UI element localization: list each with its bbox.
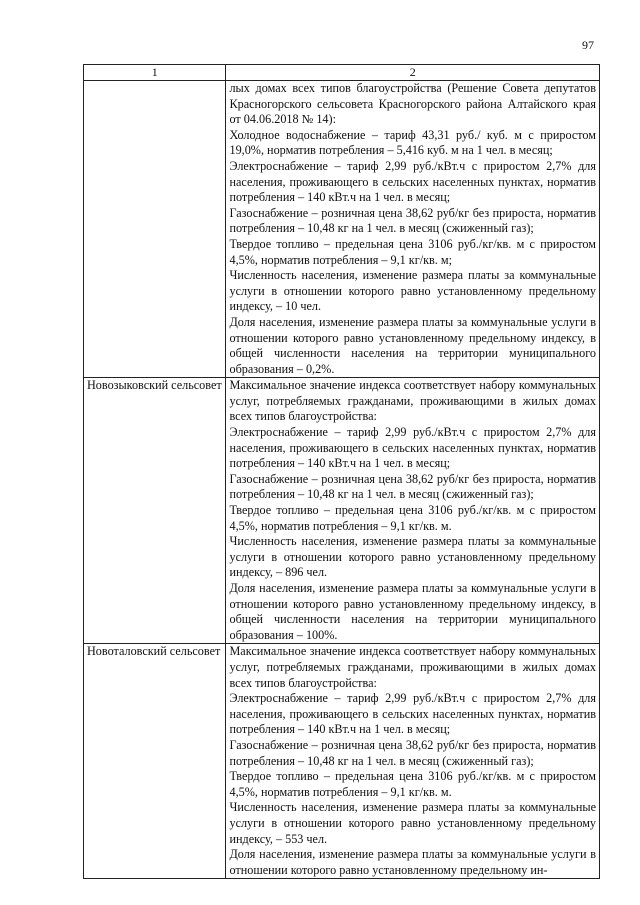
column-header-2: 2	[226, 65, 600, 81]
paragraph: Доля населения, изменение размера платы за коммунальные услуги в отношении которого равно установленному предельному ин-	[229, 847, 596, 877]
paragraph: Твердое топливо – предельная цена 3106 руб./кг/кв. м с приростом 4,5%, норматив потребления – 9,1 кг/кв. м;	[229, 236, 596, 267]
paragraph: Твердое топливо – предельная цена 3106 руб./кг/кв. м с приростом 4,5%, норматив потребления – 9,1 кг/кв. м.	[229, 769, 596, 799]
region-name: Новозыковский сельсовет	[84, 378, 226, 644]
paragraph: Электроснабжение – тариф 2,99 руб./кВт.ч с приростом 2,7% для населения, проживающего в сельских населенных пунктах, норматив потребления – 140 кВт.ч на 1 чел. в месяц;	[229, 425, 596, 471]
indicator-description	[226, 81, 600, 378]
paragraph: Газоснабжение – розничная цена 38,62 руб/кг без прироста, норматив потребления – 10,48 кг на 1 чел. в месяц (сжиженный газ);	[229, 737, 596, 768]
page-number: 97	[582, 38, 594, 52]
region-name	[84, 81, 226, 378]
paragraph: Численность населения, изменение размера платы за коммунальные услуги в отношении которого равно установленному предельному индексу, – 10 чел.	[229, 268, 596, 314]
table-header-row	[84, 65, 600, 81]
paragraph: Электроснабжение – тариф 2,99 руб./кВт.ч с приростом 2,7% для населения, проживающего в сельских населенных пунктах, норматив потребления – 140 кВт.ч на 1 чел. в месяц;	[229, 691, 596, 737]
paragraph: лых домах всех типов благоустройства (Решение Совета депутатов Красногорского сельсовета Красногорского района Алтайского края от 04.06.2018 № 14):	[229, 81, 596, 127]
paragraph: Газоснабжение – розничная цена 38,62 руб/кг без прироста, норматив потребления – 10,48 кг на 1 чел. в месяц (сжиженный газ);	[229, 205, 596, 236]
table-row	[84, 378, 600, 644]
table-row	[84, 81, 600, 378]
paragraph: Холодное водоснабжение – тариф 43,31 руб./ куб. м с приростом 19,0%, норматив потребления – 5,416 куб. м на 1 чел. в месяц;	[229, 127, 596, 158]
paragraph: Электроснабжение – тариф 2,99 руб./кВт.ч с приростом 2,7% для населения, проживающего в сельских населенных пунктах, норматив потребления – 140 кВт.ч на 1 чел. в месяц;	[229, 158, 596, 205]
document-table	[83, 64, 600, 879]
indicator-description	[226, 644, 600, 879]
column-header-1: 1	[84, 65, 226, 81]
paragraph: Доля населения, изменение размера платы за коммунальные услуги в отношении которого равно установленному предельному индексу, в общей численности населения на территории муниципального образования – 0,2%.	[229, 314, 596, 376]
paragraph: Газоснабжение – розничная цена 38,62 руб/кг без прироста, норматив потребления – 10,48 кг на 1 чел. в месяц (сжиженный газ);	[229, 471, 596, 502]
indicator-description	[226, 378, 600, 644]
paragraph: Доля населения, изменение размера платы за коммунальные услуги в отношении которого равно установленному предельному индексу, в общей численности населения на территории муниципального образования – 100%.	[229, 581, 596, 642]
region-name: Новоталовский сельсовет	[84, 644, 226, 879]
paragraph: Численность населения, изменение размера платы за коммунальные услуги в отношении которого равно установленному предельному индексу, – 896 чел.	[229, 534, 596, 580]
paragraph: Максимальное значение индекса соответствует набору коммунальных услуг, потребляемых гражданами, проживающими в жилых домах всех типов благоустройства:	[229, 378, 596, 424]
paragraph: Максимальное значение индекса соответствует набору коммунальных услуг, потребляемых гражданами, проживающими в жилых домах всех типов благоустройства:	[229, 644, 596, 690]
table-row	[84, 644, 600, 879]
paragraph: Численность населения, изменение размера платы за коммунальные услуги в отношении которого равно установленному предельному индексу, – 553 чел.	[229, 800, 596, 846]
paragraph: Твердое топливо – предельная цена 3106 руб./кг/кв. м с приростом 4,5%, норматив потребления – 9,1 кг/кв. м.	[229, 503, 596, 533]
